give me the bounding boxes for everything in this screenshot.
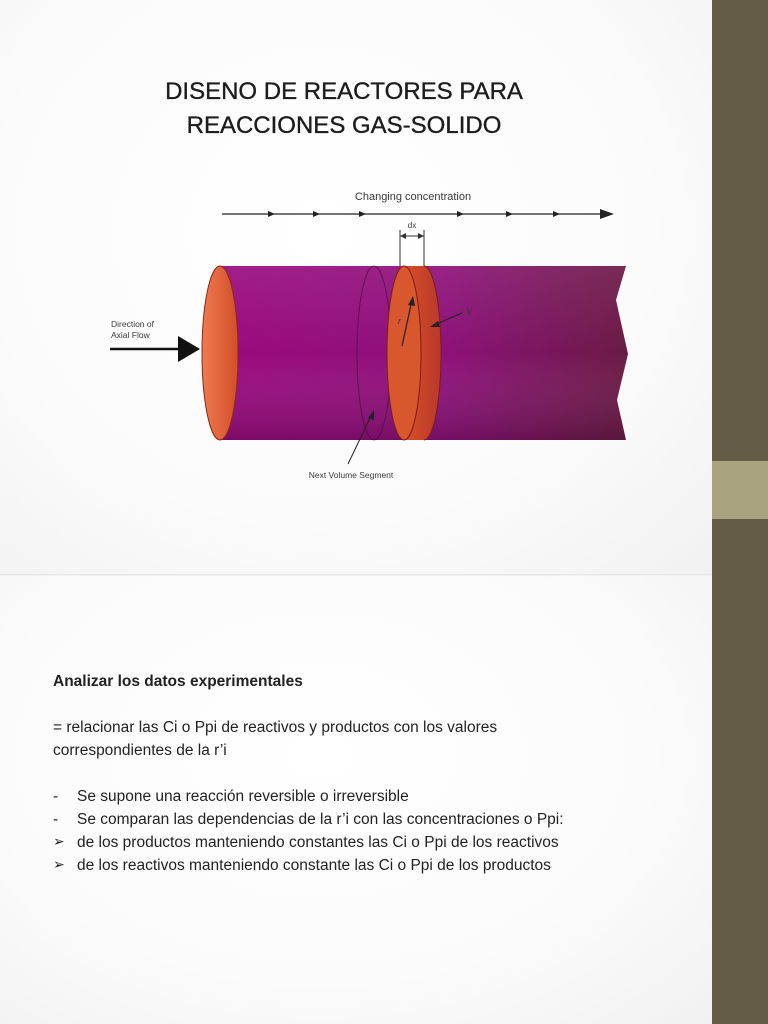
dash-item-text: Se comparan las dependencias de la r’i con las concentraciones o Ppi: — [77, 811, 564, 828]
next-volume-segment-label: Next Volume Segment — [308, 470, 394, 480]
arrow-item-text: de los productos manteniendo constantes las Ci o Ppi de los reactivos — [77, 834, 559, 851]
concentration-tick-3 — [359, 211, 366, 217]
definition-line-1: = relacionar las Ci o Ppi de reactivos y productos con los valores — [53, 719, 498, 736]
dx-label: dx — [407, 221, 417, 230]
dash-item-2 — [53, 808, 693, 831]
concentration-tick-5 — [506, 211, 513, 217]
arrow-bullet-icon: ➢ — [53, 857, 65, 873]
dash-item-1 — [53, 785, 693, 808]
concentration-tick-2 — [313, 211, 320, 217]
title-line-2: REACCIONES GAS-SOLIDO — [186, 112, 502, 139]
slide-2-content — [53, 670, 693, 877]
arrow-item-text: de los reactivos manteniendo constante las Ci o Ppi de los productos — [77, 857, 551, 874]
arrow-bullet-icon: ➢ — [53, 834, 65, 850]
volume-label: V — [466, 306, 473, 316]
radius-label: r — [398, 316, 401, 326]
concentration-tick-4 — [457, 211, 464, 217]
changing-concentration-label: Changing concentration — [354, 191, 472, 203]
tube-end-cap — [202, 266, 238, 440]
slide-2-heading: Analizar los datos experimentales — [53, 673, 303, 690]
axial-flow-arrowhead — [178, 336, 200, 362]
flow-label-line-1: Direction of — [111, 319, 154, 329]
title-line-1: DISENO DE REACTORES PARA — [165, 78, 523, 105]
definition-line-2: correspondientes de la r’i — [53, 742, 227, 759]
flow-label-line-2: Axial Flow — [111, 330, 150, 340]
dx-arrow-left — [400, 233, 406, 239]
dash-marker: - — [53, 811, 59, 828]
arrow-item-2 — [53, 854, 693, 877]
slide-2 — [0, 576, 712, 1024]
sidebar-accent-block — [712, 461, 768, 519]
dash-item-text: Se supone una reacción reversible o irreversible — [77, 788, 409, 805]
concentration-tick-6 — [553, 211, 560, 217]
concentration-axis-arrowhead — [600, 209, 614, 219]
volume-segment-face — [387, 266, 421, 440]
spacer — [53, 762, 693, 785]
arrow-item-1 — [53, 831, 693, 854]
concentration-tick-1 — [268, 211, 275, 217]
dx-arrow-right — [418, 233, 424, 239]
dash-marker: - — [53, 788, 59, 805]
